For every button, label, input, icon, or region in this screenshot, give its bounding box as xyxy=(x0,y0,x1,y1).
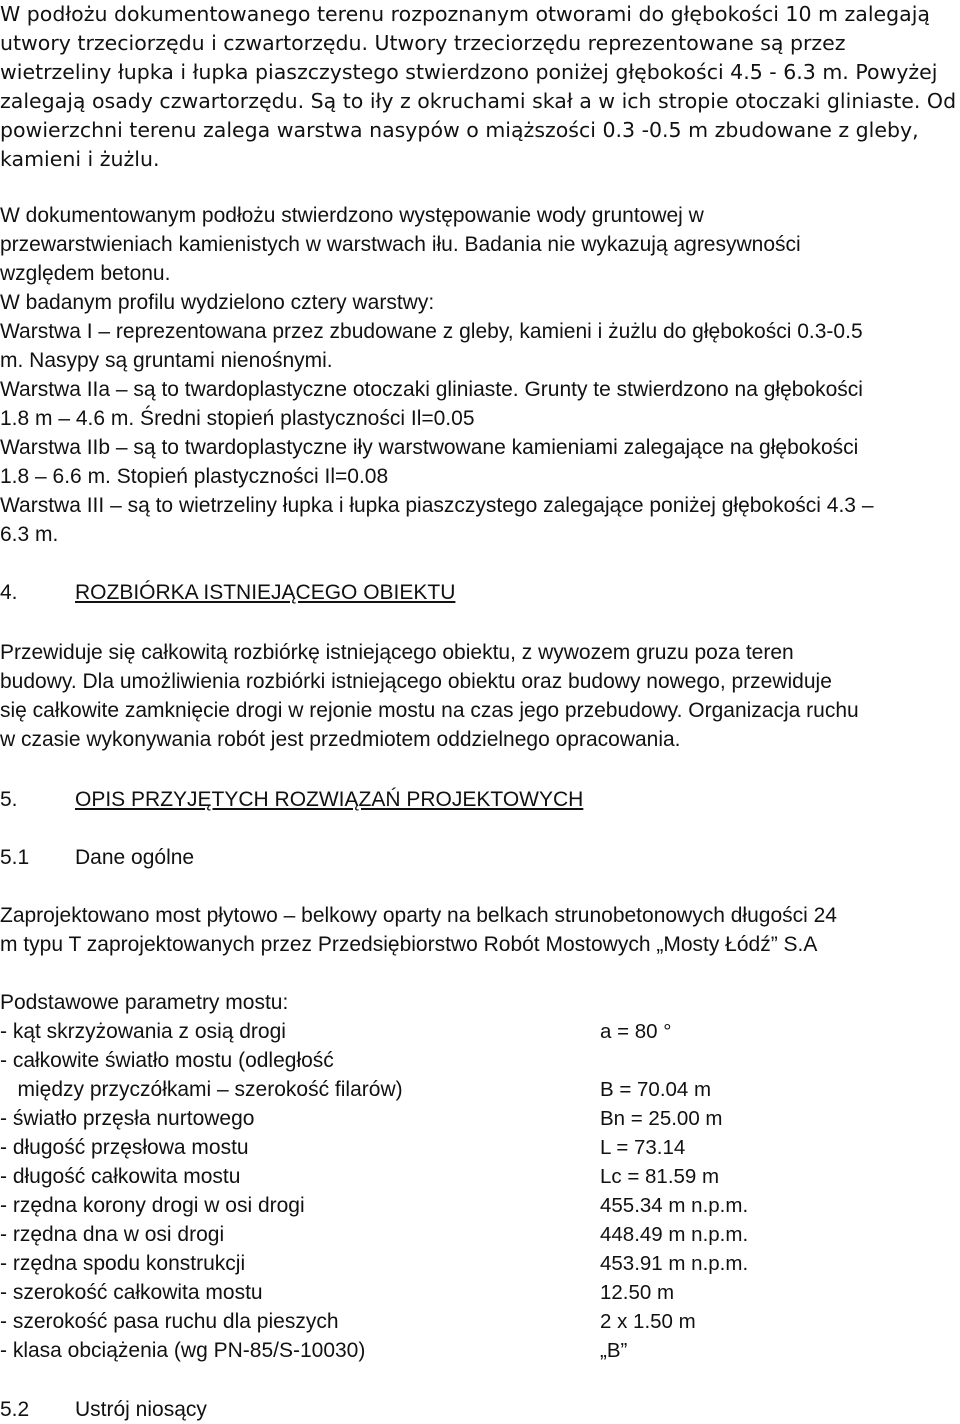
section-title: OPIS PRZYJĘTYCH ROZWIĄZAŃ PROJEKTOWYCH xyxy=(75,788,584,811)
parameter-value: B = 70.04 m xyxy=(600,1078,712,1101)
parameter-row xyxy=(0,1133,960,1162)
parameter-label: - kąt skrzyżowania z osią drogi xyxy=(0,1020,286,1043)
parameter-row xyxy=(0,1249,960,1278)
text-line: kamieni i żużlu. xyxy=(0,147,160,171)
text-line: Zaprojektowano most płytowo – belkowy oparty na belkach strunobetonowych długości 24 xyxy=(0,904,837,927)
section-title: ROZBIÓRKA ISTNIEJĄCEGO OBIEKTU xyxy=(75,581,456,604)
parameter-row xyxy=(0,1307,960,1336)
parameter-label: - światło przęsła nurtowego xyxy=(0,1107,255,1130)
parameter-row xyxy=(0,1278,960,1307)
section-4-heading xyxy=(0,578,960,607)
parameter-row xyxy=(0,1162,960,1191)
parameter-row xyxy=(0,1191,960,1220)
text-line: Przewiduje się całkowitą rozbiórkę istniejącego obiektu, z wywozem gruzu poza teren xyxy=(0,641,794,664)
parameter-label: - długość przęsłowa mostu xyxy=(0,1136,249,1159)
parameter-row xyxy=(0,1104,960,1133)
section-title: Dane ogólne xyxy=(75,846,195,869)
parameter-value: Bn = 25.00 m xyxy=(600,1107,723,1130)
parameters-heading: Podstawowe parametry mostu: xyxy=(0,991,289,1014)
parameter-label: między przyczółkami – szerokość filarów) xyxy=(0,1078,403,1101)
parameter-row xyxy=(0,1017,960,1046)
section-5-1-heading xyxy=(0,843,960,872)
text-line: W badanym profilu wydzielono cztery warstwy: xyxy=(0,291,435,314)
parameter-value: 12.50 m xyxy=(600,1281,675,1304)
text-line: 1.8 m – 4.6 m. Średni stopień plastyczności Il=0.05 xyxy=(0,407,475,430)
parameter-value: a = 80 ° xyxy=(600,1020,672,1043)
text-line: m. Nasypy są gruntami nienośnymi. xyxy=(0,349,333,372)
text-line: utwory trzeciorzędu i czwartorzędu. Utwory trzeciorzędu reprezentowane są przez xyxy=(0,31,846,55)
parameter-value: 455.34 m n.p.m. xyxy=(600,1194,749,1217)
section-number: 5.2 xyxy=(0,1398,30,1421)
parameter-value: Lc = 81.59 m xyxy=(600,1165,720,1188)
text-line: się całkowite zamknięcie drogi w rejonie mostu na czas jego przebudowy. Organizacja ruchu xyxy=(0,699,859,722)
section-number: 5. xyxy=(0,788,18,811)
section-number: 5.1 xyxy=(0,846,30,869)
text-line: wietrzeliny łupka i łupka piaszczystego stwierdzono poniżej głębokości 4.5 - 6.3 m. Powyżej xyxy=(0,60,938,84)
parameter-value: 2 x 1.50 m xyxy=(600,1310,696,1333)
parameter-label: - klasa obciążenia (wg PN-85/S-10030) xyxy=(0,1339,366,1362)
parameter-value: „B” xyxy=(600,1339,628,1362)
parameter-label: - rzędna dna w osi drogi xyxy=(0,1223,225,1246)
text-line: m typu T zaprojektowanych przez Przedsiębiorstwo Robót Mostowych „Mosty Łódź” S.A xyxy=(0,933,818,956)
parameter-row xyxy=(0,1220,960,1249)
parameter-row xyxy=(0,1336,960,1365)
text-line: 1.8 – 6.6 m. Stopień plastyczności Il=0.08 xyxy=(0,465,389,488)
parameter-label: - rzędna korony drogi w osi drogi xyxy=(0,1194,305,1217)
text-line: W dokumentowanym podłożu stwierdzono występowanie wody gruntowej w xyxy=(0,204,704,227)
parameter-label: - całkowite światło mostu (odległość xyxy=(0,1049,334,1072)
parameter-value: 453.91 m n.p.m. xyxy=(600,1252,749,1275)
text-line: W podłożu dokumentowanego terenu rozpoznanym otworami do głębokości 10 m zalegają xyxy=(0,2,930,26)
parameter-label: - szerokość całkowita mostu xyxy=(0,1281,263,1304)
parameter-label: - szerokość pasa ruchu dla pieszych xyxy=(0,1310,339,1333)
text-line: powierzchni terenu zalega warstwa nasypów o miąższości 0.3 -0.5 m zbudowane z gleby, xyxy=(0,118,919,142)
text-line: w czasie wykonywania robót jest przedmiotem oddzielnego opracowania. xyxy=(0,728,681,751)
text-line: budowy. Dla umożliwienia rozbiórki istniejącego obiektu oraz budowy nowego, przewiduje xyxy=(0,670,832,693)
section-5-2-heading xyxy=(0,1395,960,1424)
text-line: 6.3 m. xyxy=(0,523,59,546)
parameter-label: - długość całkowita mostu xyxy=(0,1165,241,1188)
text-line: Warstwa IIb – są to twardoplastyczne iły warstwowane kamieniami zalegające na głębokości xyxy=(0,436,859,459)
parameter-value: 448.49 m n.p.m. xyxy=(600,1223,749,1246)
parameter-row xyxy=(0,1075,960,1104)
section-number: 4. xyxy=(0,581,18,604)
section-title: Ustrój niosący xyxy=(75,1398,207,1421)
parameter-row xyxy=(0,1046,960,1075)
section-5-heading xyxy=(0,785,960,814)
text-line: Warstwa III – są to wietrzeliny łupka i łupka piaszczystego zalegające poniżej głębokości 4.3 – xyxy=(0,494,874,517)
parameter-value: L = 73.14 xyxy=(600,1136,686,1159)
text-line: Warstwa I – reprezentowana przez zbudowane z gleby, kamieni i żużlu do głębokości 0.3-0.5 xyxy=(0,320,863,343)
text-line: względem betonu. xyxy=(0,262,171,285)
text-line: Warstwa IIa – są to twardoplastyczne otoczaki gliniaste. Grunty te stwierdzono na głębokości xyxy=(0,378,863,401)
text-line: zalegają osady czwartorzędu. Są to iły z okruchami skał a w ich stropie otoczaki gliniaste. Od xyxy=(0,89,957,113)
text-line: przewarstwieniach kamienistych w warstwach iłu. Badania nie wykazują agresywności xyxy=(0,233,801,256)
parameter-label: - rzędna spodu konstrukcji xyxy=(0,1252,246,1275)
